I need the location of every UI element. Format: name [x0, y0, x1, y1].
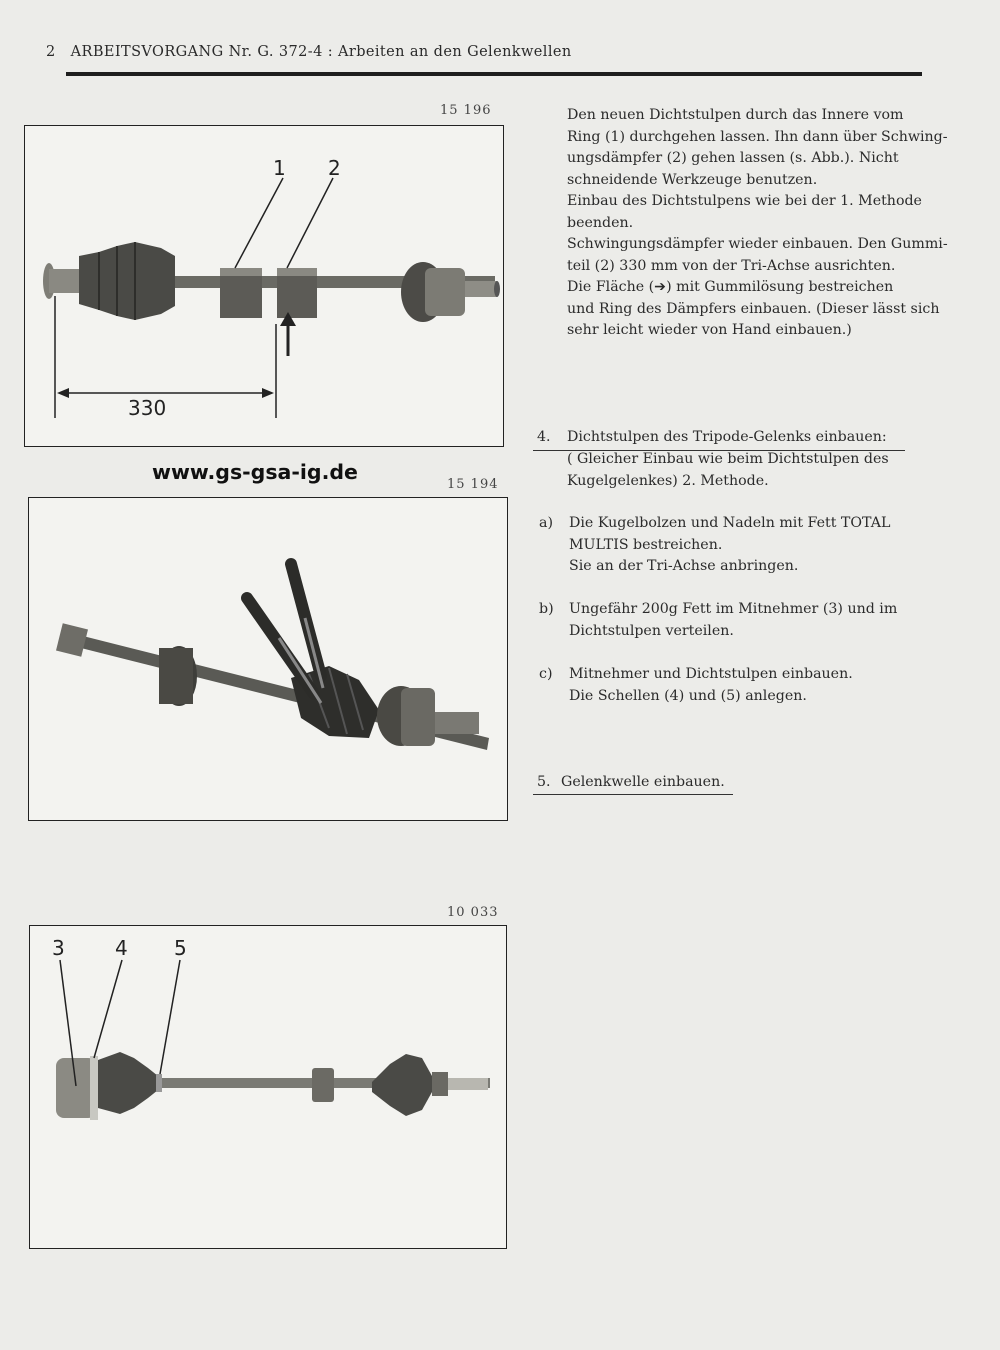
- page-header: [46, 44, 926, 60]
- figure-2-drawing: [29, 498, 507, 820]
- figure-1-label-1: 1: [273, 156, 286, 180]
- step-c-line: Die Schellen (4) und (5) anlegen.: [569, 687, 807, 704]
- page-number: 2: [46, 44, 56, 60]
- figure-3: [29, 925, 507, 1249]
- step-b-label: b): [539, 601, 554, 617]
- intro-line: Den neuen Dichtstulpen durch das Innere vom: [567, 107, 904, 123]
- step-a-line: Sie an der Tri-Achse anbringen.: [569, 558, 799, 574]
- intro-line: Ring (1) durchgehen lassen. Ihn dann über Schwing-: [567, 128, 948, 145]
- header-rule: [66, 72, 922, 76]
- page-title: ARBEITSVORGANG Nr. G. 372-4 : Arbeiten an den Gelenkwellen: [70, 44, 572, 60]
- intro-line: sehr leicht wieder von Hand einbauen.): [567, 322, 852, 338]
- section-4-note-line: Kugelgelenkes) 2. Methode.: [567, 472, 769, 489]
- figure-3-label-3: 3: [52, 936, 65, 960]
- figure-2-number: 15 194: [447, 477, 499, 492]
- section-4-note: [567, 449, 889, 492]
- intro-line: Die Fläche (➔) mit Gummilösung bestreichen: [567, 279, 894, 295]
- intro-line: Einbau des Dichtstulpens wie bei der 1. Methode: [567, 193, 922, 209]
- step-a-line: MULTIS bestreichen.: [569, 536, 723, 553]
- section-4-title: Dichtstulpen des Tripode-Gelenks einbauen:: [567, 429, 887, 445]
- step-c-label: c): [539, 666, 553, 682]
- section-4-note-line: ( Gleicher Einbau wie beim Dichtstulpen des: [567, 451, 889, 467]
- intro-line: beenden.: [567, 214, 634, 231]
- intro-line: ungsdämpfer (2) gehen lassen (s. Abb.). Nicht: [567, 150, 899, 166]
- figure-3-label-5: 5: [174, 936, 187, 960]
- section-4-number: 4.: [537, 429, 551, 445]
- figure-1-dimension-label: 330: [128, 396, 167, 420]
- figure-3-label-4: 4: [115, 936, 128, 960]
- figure-2: [28, 497, 508, 821]
- section-5-rule: [533, 794, 733, 795]
- intro-text: [567, 105, 948, 342]
- intro-line: Schwingungsdämpfer wieder einbauen. Den Gummi-: [567, 236, 948, 252]
- website-url: www.gs-gsa-ig.de: [152, 460, 358, 484]
- figure-1: [24, 125, 504, 447]
- figure-3-drawing: [30, 926, 506, 1248]
- section-5-title: Gelenkwelle einbauen.: [561, 774, 725, 790]
- intro-line: schneidende Werkzeuge benutzen.: [567, 171, 818, 188]
- figure-1-drawing: [25, 126, 503, 446]
- step-c-line: Mitnehmer und Dichtstulpen einbauen.: [569, 666, 853, 682]
- figure-1-number: 15 196: [440, 103, 492, 118]
- section-5-number: 5.: [537, 774, 551, 790]
- step-a-line: Die Kugelbolzen und Nadeln mit Fett TOTAL: [569, 515, 891, 531]
- step-a-label: a): [539, 515, 553, 531]
- figure-3-number: 10 033: [447, 905, 499, 920]
- figure-1-label-2: 2: [328, 156, 341, 180]
- intro-line: und Ring des Dämpfers einbauen. (Dieser lässt sich: [567, 300, 940, 317]
- step-b-line: Ungefähr 200g Fett im Mitnehmer (3) und im: [569, 601, 898, 617]
- step-b-line: Dichtstulpen verteilen.: [569, 622, 734, 639]
- intro-line: teil (2) 330 mm von der Tri-Achse ausrichten.: [567, 257, 896, 274]
